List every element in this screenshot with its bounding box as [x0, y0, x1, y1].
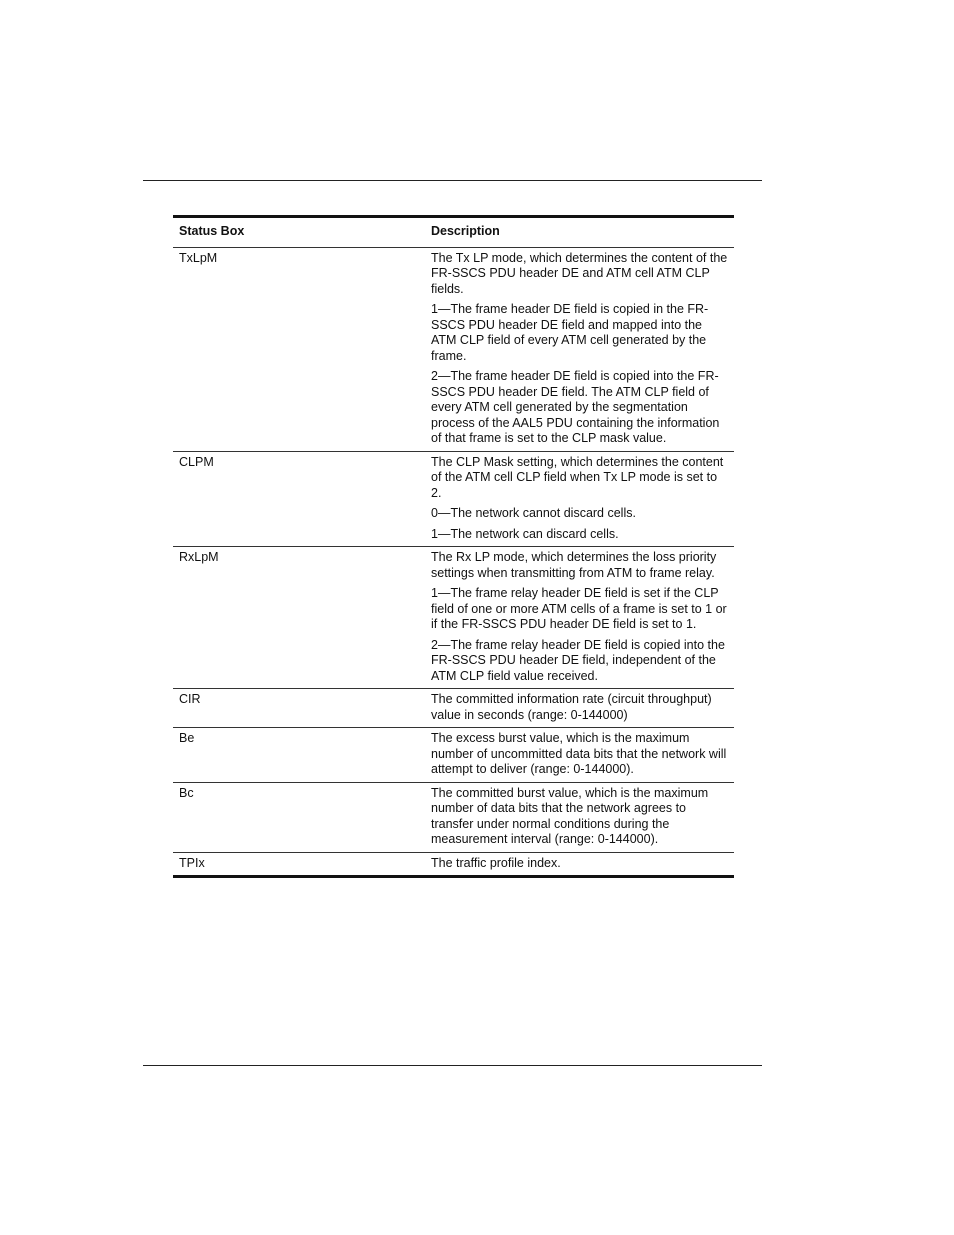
table-row — [173, 247, 734, 451]
description-paragraph: 0—The network cannot discard cells. — [431, 506, 636, 520]
description-paragraph: The excess burst value, which is the maximum number of uncommitted data bits that the network will attempt to deliver (range: 0-144000). — [431, 731, 727, 776]
description-paragraph: 1—The frame header DE field is copied in the FR-SSCS PDU header DE field and mapped into the ATM CLP field of every ATM cell generated by the frame. — [431, 302, 709, 363]
column-header-status-box: Status Box — [173, 218, 425, 247]
status-box-description — [425, 782, 734, 852]
description-paragraph: The committed information rate (circuit throughput) value in seconds (range: 0-144000) — [431, 692, 712, 722]
description-paragraph: The Rx LP mode, which determines the loss priority settings when transmitting from ATM to frame relay. — [431, 550, 717, 580]
header-rule — [143, 180, 762, 181]
table-row — [173, 782, 734, 852]
status-box-name: TxLpM — [173, 247, 425, 451]
description-paragraph: The traffic profile index. — [431, 855, 561, 870]
table-row — [173, 547, 734, 689]
status-box-description — [425, 547, 734, 689]
table-row — [173, 728, 734, 783]
status-box-name: Be — [173, 728, 425, 783]
status-box-description — [425, 728, 734, 783]
description-paragraph: The committed burst value, which is the maximum number of data bits that the network agrees to transfer under normal conditions during the measurement interval (range: 0-144000). — [431, 785, 709, 846]
description-paragraph: 2—The frame header DE field is copied into the FR-SSCS PDU header DE field. The ATM CLP field of every ATM cell generated by the segmentation process of the AAL5 PDU containing the information of that frame is set to the CLP mask value. — [431, 369, 720, 445]
footer-rule — [143, 1065, 762, 1066]
table-row — [173, 852, 734, 875]
description-paragraph: 1—The frame relay header DE field is set if the CLP field of one or more ATM cells of a frame is set to 1 or if the FR-SSCS PDU header DE field is set to 1. — [431, 586, 727, 631]
status-box-description — [425, 689, 734, 728]
table-row — [173, 451, 734, 547]
status-box-description — [425, 247, 734, 451]
status-box-description — [425, 451, 734, 547]
description-paragraph: The Tx LP mode, which determines the content of the FR-SSCS PDU header DE and ATM cell ATM CLP fields. — [431, 250, 728, 296]
description-paragraph: 1—The network can discard cells. — [431, 526, 619, 541]
status-box-name: CIR — [173, 689, 425, 728]
status-box-name: CLPM — [173, 451, 425, 547]
status-box-description — [425, 852, 734, 875]
table-header-row — [173, 218, 734, 247]
table-row — [173, 689, 734, 728]
description-paragraph: The CLP Mask setting, which determines the content of the ATM cell CLP field when Tx LP mode is set to 2. — [431, 454, 724, 500]
description-paragraph: 2—The frame relay header DE field is copied into the FR-SSCS PDU header DE field, independent of the ATM CLP field value received. — [431, 637, 725, 683]
status-box-name: TPIx — [179, 855, 205, 870]
status-box-name: RxLpM — [173, 547, 425, 689]
status-box-table — [173, 215, 734, 878]
status-box-name: Bc — [173, 782, 425, 852]
column-header-description: Description — [425, 218, 734, 247]
